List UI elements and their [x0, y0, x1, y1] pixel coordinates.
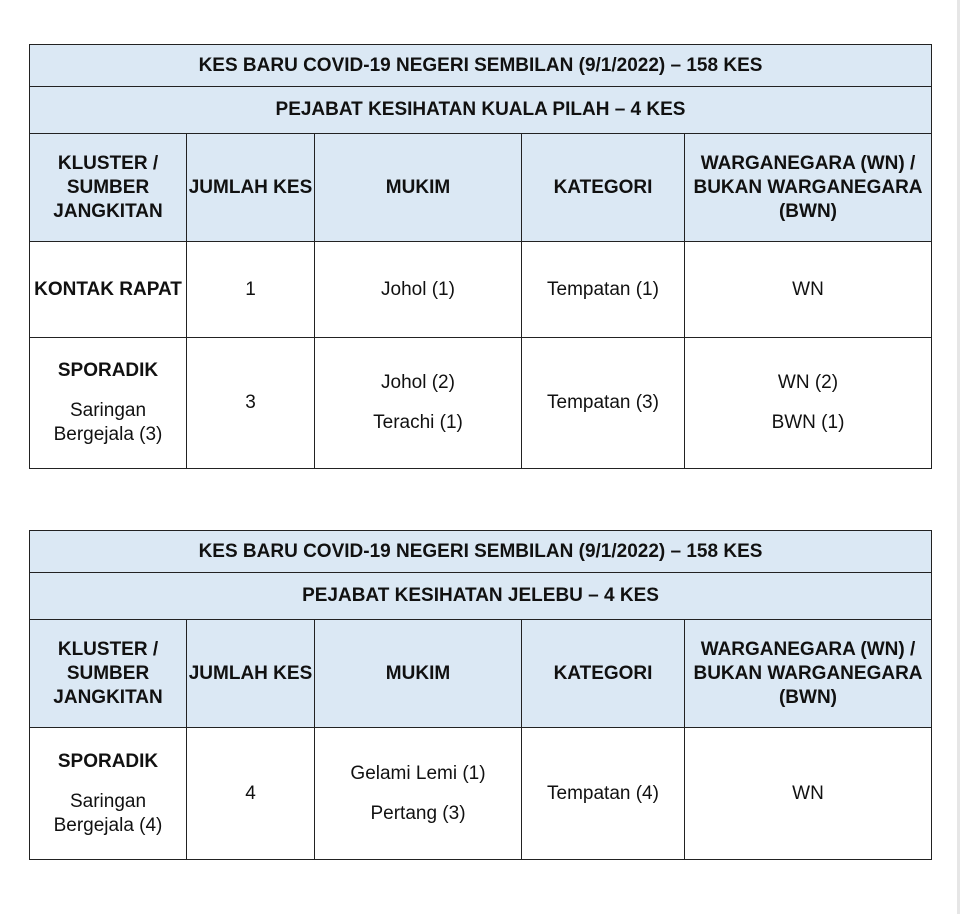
header-kluster: KLUSTER / SUMBER JANGKITAN: [30, 620, 187, 728]
kluster-cell: [30, 242, 187, 338]
mukim-item: Gelami Lemi (1): [350, 762, 486, 784]
header-kluster: KLUSTER / SUMBER JANGKITAN: [30, 134, 187, 242]
kluster-sub: Saringan Bergejala (3): [53, 400, 163, 445]
jumlah-cell: 4: [187, 728, 315, 860]
header-warganegara: WARGANEGARA (WN) / BUKAN WARGANEGARA (BWN): [685, 134, 932, 242]
wn-item: WN: [792, 278, 824, 300]
wn-item: WN: [792, 782, 824, 804]
jumlah-cell: 3: [187, 338, 315, 469]
mukim-item: Pertang (3): [370, 802, 466, 824]
header-mukim: MUKIM: [315, 134, 522, 242]
wn-item: WN (2): [777, 372, 839, 393]
header-warganegara: WARGANEGARA (WN) / BUKAN WARGANEGARA (BWN): [685, 620, 932, 728]
table-row: [30, 242, 932, 338]
table-row: [30, 728, 932, 860]
header-row: [30, 620, 932, 728]
mukim-item: Johol (1): [381, 278, 455, 300]
mukim-cell: [315, 728, 522, 860]
mukim-item: Johol (2): [381, 372, 455, 393]
wn-cell: [685, 728, 932, 860]
header-kategori: KATEGORI: [522, 620, 685, 728]
mukim-cell: [315, 242, 522, 338]
kluster-label: SPORADIK: [57, 360, 159, 381]
kluster-sub: Saringan Bergejala (4): [53, 790, 163, 836]
table-title: KES BARU COVID-19 NEGERI SEMBILAN (9/1/2022) – 158 KES: [30, 531, 932, 573]
covid-table-jelebu: [29, 530, 932, 860]
header-kategori: KATEGORI: [522, 134, 685, 242]
mukim-cell: [315, 338, 522, 469]
kluster-cell: [30, 728, 187, 860]
kategori-cell: Tempatan (4): [522, 728, 685, 860]
header-jumlah: JUMLAH KES: [187, 134, 315, 242]
office-title: PEJABAT KESIHATAN KUALA PILAH – 4 KES: [30, 87, 932, 134]
wn-cell: [685, 338, 932, 469]
header-row: [30, 134, 932, 242]
wn-cell: [685, 242, 932, 338]
kategori-cell: Tempatan (1): [522, 242, 685, 338]
header-mukim: MUKIM: [315, 620, 522, 728]
jumlah-cell: 1: [187, 242, 315, 338]
kluster-label: SPORADIK: [57, 750, 159, 772]
kluster-label: KONTAK RAPAT: [34, 278, 182, 300]
kategori-cell: Tempatan (3): [522, 338, 685, 469]
kluster-cell: [30, 338, 187, 469]
header-jumlah: JUMLAH KES: [187, 620, 315, 728]
office-title: PEJABAT KESIHATAN JELEBU – 4 KES: [30, 573, 932, 620]
table-title: KES BARU COVID-19 NEGERI SEMBILAN (9/1/2022) – 158 KES: [30, 45, 932, 87]
wn-item: BWN (1): [771, 412, 845, 433]
mukim-item: Terachi (1): [373, 412, 463, 433]
covid-table-kuala-pilah: [29, 44, 932, 469]
table-row: [30, 338, 932, 469]
